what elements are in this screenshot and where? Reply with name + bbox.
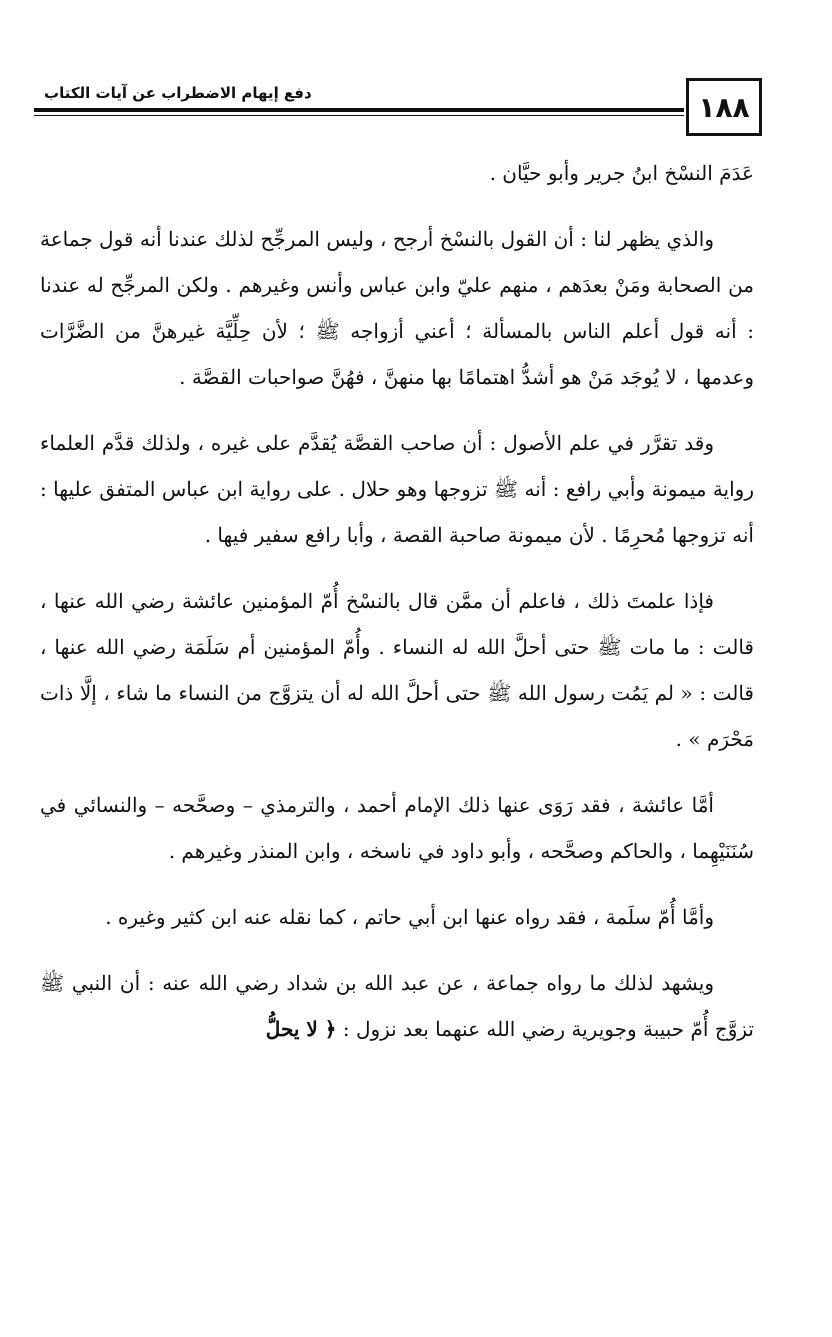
header-rule-thin xyxy=(34,115,684,116)
running-title: دفع إيهام الاضطراب عن آيات الكتاب xyxy=(44,84,312,102)
paragraph-aisha-umm-salama: فإذا علمتَ ذلك ، فاعلم أن ممَّن قال بالنسْخ أُمّ المؤمنين عائشة رضي الله عنها ، قالت : ما مات ﷺ حتى أحلَّ الله له النساء . وأُمّ المؤمنين أم سَلَمَة رضي الله عنها ، قالت : « لم يَمُت رسول الله ﷺ حتى أحلَّ الله له أن يتزوَّج من النساء ما شاء ، إلَّا ذات مَحْرَم » . xyxy=(40,589,754,751)
paragraph-principle: وقد تقرَّر في علم الأصول : أن صاحب القصَّة يُقدَّم على غيره ، ولذلك قدَّم العلماء رواية ميمونة وأبي رافع : أنه ﷺ تزوجها وهو حلال . على رواية ابن عباس المتفق عليها : أنه تزوجها مُحرِمًا . لأن ميمونة صاحبة القصة ، وأبا رافع سفير فيها . xyxy=(40,431,754,547)
paragraph-testimony xyxy=(40,960,754,1052)
paragraph-continuation: عَدَمَ النسْخ ابنُ جرير وأبو حيَّان . xyxy=(489,161,754,185)
page-header xyxy=(34,78,762,140)
paragraph-preference: والذي يظهر لنا : أن القول بالنسْخ أرجح ، وليس المرجِّح لذلك عندنا أنه قول جماعة من الصحابة ومَنْ بعدَهم ، منهم عليّ وابن عباس وأنس وغيرهم . ولكن المرجِّح له عندنا : أنه قول أعلم الناس بالمسألة ؛ أعني أزواجه ﷺ ؛ لأن حِلِّيَّة غيرهنَّ من الضَّرَّات وعدمها ، لا يُوجَد مَنْ هو أشدُّ اهتمامًا بها منهنَّ ، فهُنَّ صواحبات القصَّة . xyxy=(40,227,754,389)
verse-start: ﴿ لا يحلُّ xyxy=(265,1017,337,1041)
header-rule-thick xyxy=(34,108,684,112)
testimony-text: ويشهد لذلك ما رواه جماعة ، عن عبد الله بن شداد رضي الله عنه : أن النبي ﷺ تزوَّج أُمّ حبيبة وجويرية رضي الله عنهما بعد نزول : xyxy=(40,971,754,1041)
paragraph-umm-salama-narrator: وأمَّا أُمّ سلَمة ، فقد رواه عنها ابن أبي حاتم ، كما نقله عنه ابن كثير وغيره . xyxy=(105,905,714,929)
paragraph-aisha-narrators: أمَّا عائشة ، فقد رَوَى عنها ذلك الإمام أحمد ، والترمذي – وصحَّحه – والنسائي في سُنَنَيْهِما ، والحاكم وصحَّحه ، وأبو داود في ناسخه ، وابن المنذر وغيرهم . xyxy=(40,793,754,863)
page-body xyxy=(40,150,754,1052)
page-number: ١٨٨ xyxy=(686,78,762,136)
